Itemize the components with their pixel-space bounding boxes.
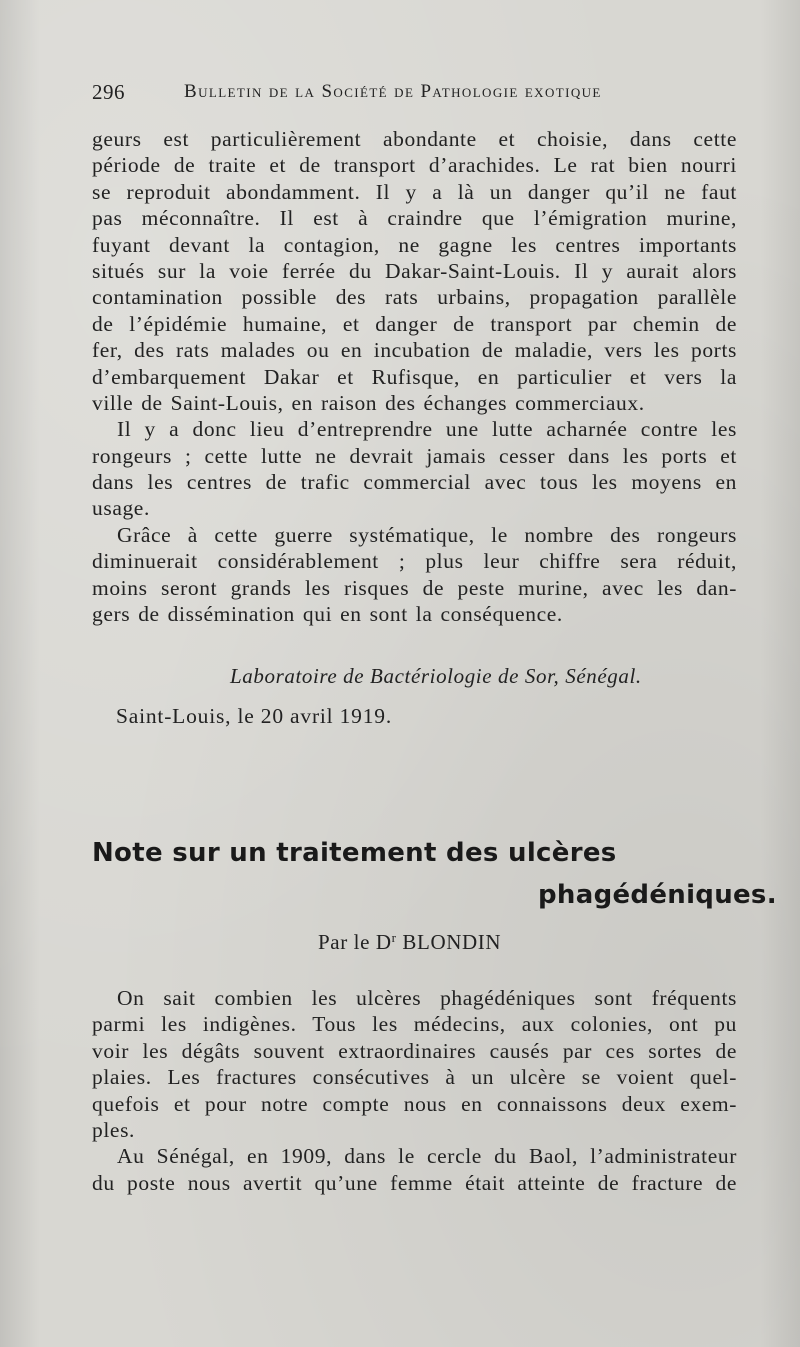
text-line: parmi les indigènes. Tous les médecins, aux colonies, ont pu bbox=[92, 1012, 737, 1037]
text-line: situés sur la voie ferrée du Dakar-Saint-Louis. Il y aurait alors bbox=[92, 258, 737, 283]
running-head bbox=[92, 80, 737, 110]
text-line: usage. bbox=[92, 496, 150, 521]
text-line: diminuerait considérablement ; plus leur chiffre sera réduit, bbox=[92, 549, 737, 574]
text-line: Au Sénégal, en 1909, dans le cercle du Baol, l’administrateur bbox=[117, 1144, 737, 1169]
text-line: contamination possible des rats urbains, propagation parallèle bbox=[92, 285, 737, 310]
text-line: gers de dissémination qui en sont la conséquence. bbox=[92, 602, 563, 627]
byline-superscript: r bbox=[391, 930, 397, 945]
text-line: moins seront grands les risques de peste murine, avec les dan- bbox=[92, 575, 737, 600]
text-line: du poste nous avertit qu’une femme était atteinte de fracture de bbox=[92, 1170, 737, 1195]
text-line: Il y a donc lieu d’entreprendre une lutte acharnée contre les bbox=[117, 417, 737, 442]
text-line: On sait combien les ulcères phagédéniques sont fréquents bbox=[117, 986, 737, 1010]
page-number: 296 bbox=[92, 80, 125, 104]
affiliation: Laboratoire de Bactériologie de Sor, Sénégal. bbox=[230, 664, 642, 688]
text-line: fer, des rats malades ou en incubation de maladie, vers les ports bbox=[92, 338, 737, 363]
text-line: voir les dégâts souvent extraordinaires causés par ces sortes de bbox=[92, 1038, 737, 1063]
text-line: fuyant devant la contagion, ne gagne les centres importants bbox=[92, 232, 737, 257]
dateline: Saint-Louis, le 20 avril 1919. bbox=[116, 704, 392, 728]
text-line: ville de Saint-Louis, en raison des échanges commerciaux. bbox=[92, 390, 645, 415]
text-line: d’embarquement Dakar et Rufisque, en particulier et vers la bbox=[92, 364, 737, 389]
text-line: rongeurs ; cette lutte ne devrait jamais cesser dans les ports et bbox=[92, 443, 737, 468]
text-line: de l’épidémie humaine, et danger de transport par chemin de bbox=[92, 311, 737, 336]
author-byline bbox=[318, 930, 501, 955]
journal-title: Bulletin de la Société de Pathologie exotique bbox=[184, 81, 602, 102]
byline-prefix: Par le D bbox=[318, 930, 392, 954]
text-line: pas méconnaître. Il est à craindre que l’émigration murine, bbox=[92, 206, 737, 231]
byline-author: BLONDIN bbox=[396, 930, 502, 954]
article-title-line-2: phagédéniques. bbox=[538, 880, 777, 910]
text-line: quefois et pour notre compte nous en connaissons deux exem- bbox=[92, 1091, 737, 1116]
text-line: plaies. Les fractures consécutives à un ulcère se voient quel- bbox=[92, 1065, 737, 1090]
text-line: Grâce à cette guerre systématique, le nombre des rongeurs bbox=[117, 522, 737, 547]
article-body-text bbox=[92, 985, 737, 1196]
text-line: geurs est particulièrement abondante et choisie, dans cette bbox=[92, 127, 737, 151]
article-continuation-text bbox=[92, 126, 737, 627]
text-line: période de traite et de transport d’arachides. Le rat bien nourri bbox=[92, 153, 737, 178]
article-title-line-1: Note sur un traitement des ulcères bbox=[92, 838, 617, 868]
text-line: dans les centres de trafic commercial avec tous les moyens en bbox=[92, 470, 737, 495]
text-line: ples. bbox=[92, 1117, 136, 1142]
text-line: se reproduit abondamment. Il y a là un danger qu’il ne faut bbox=[92, 179, 737, 204]
